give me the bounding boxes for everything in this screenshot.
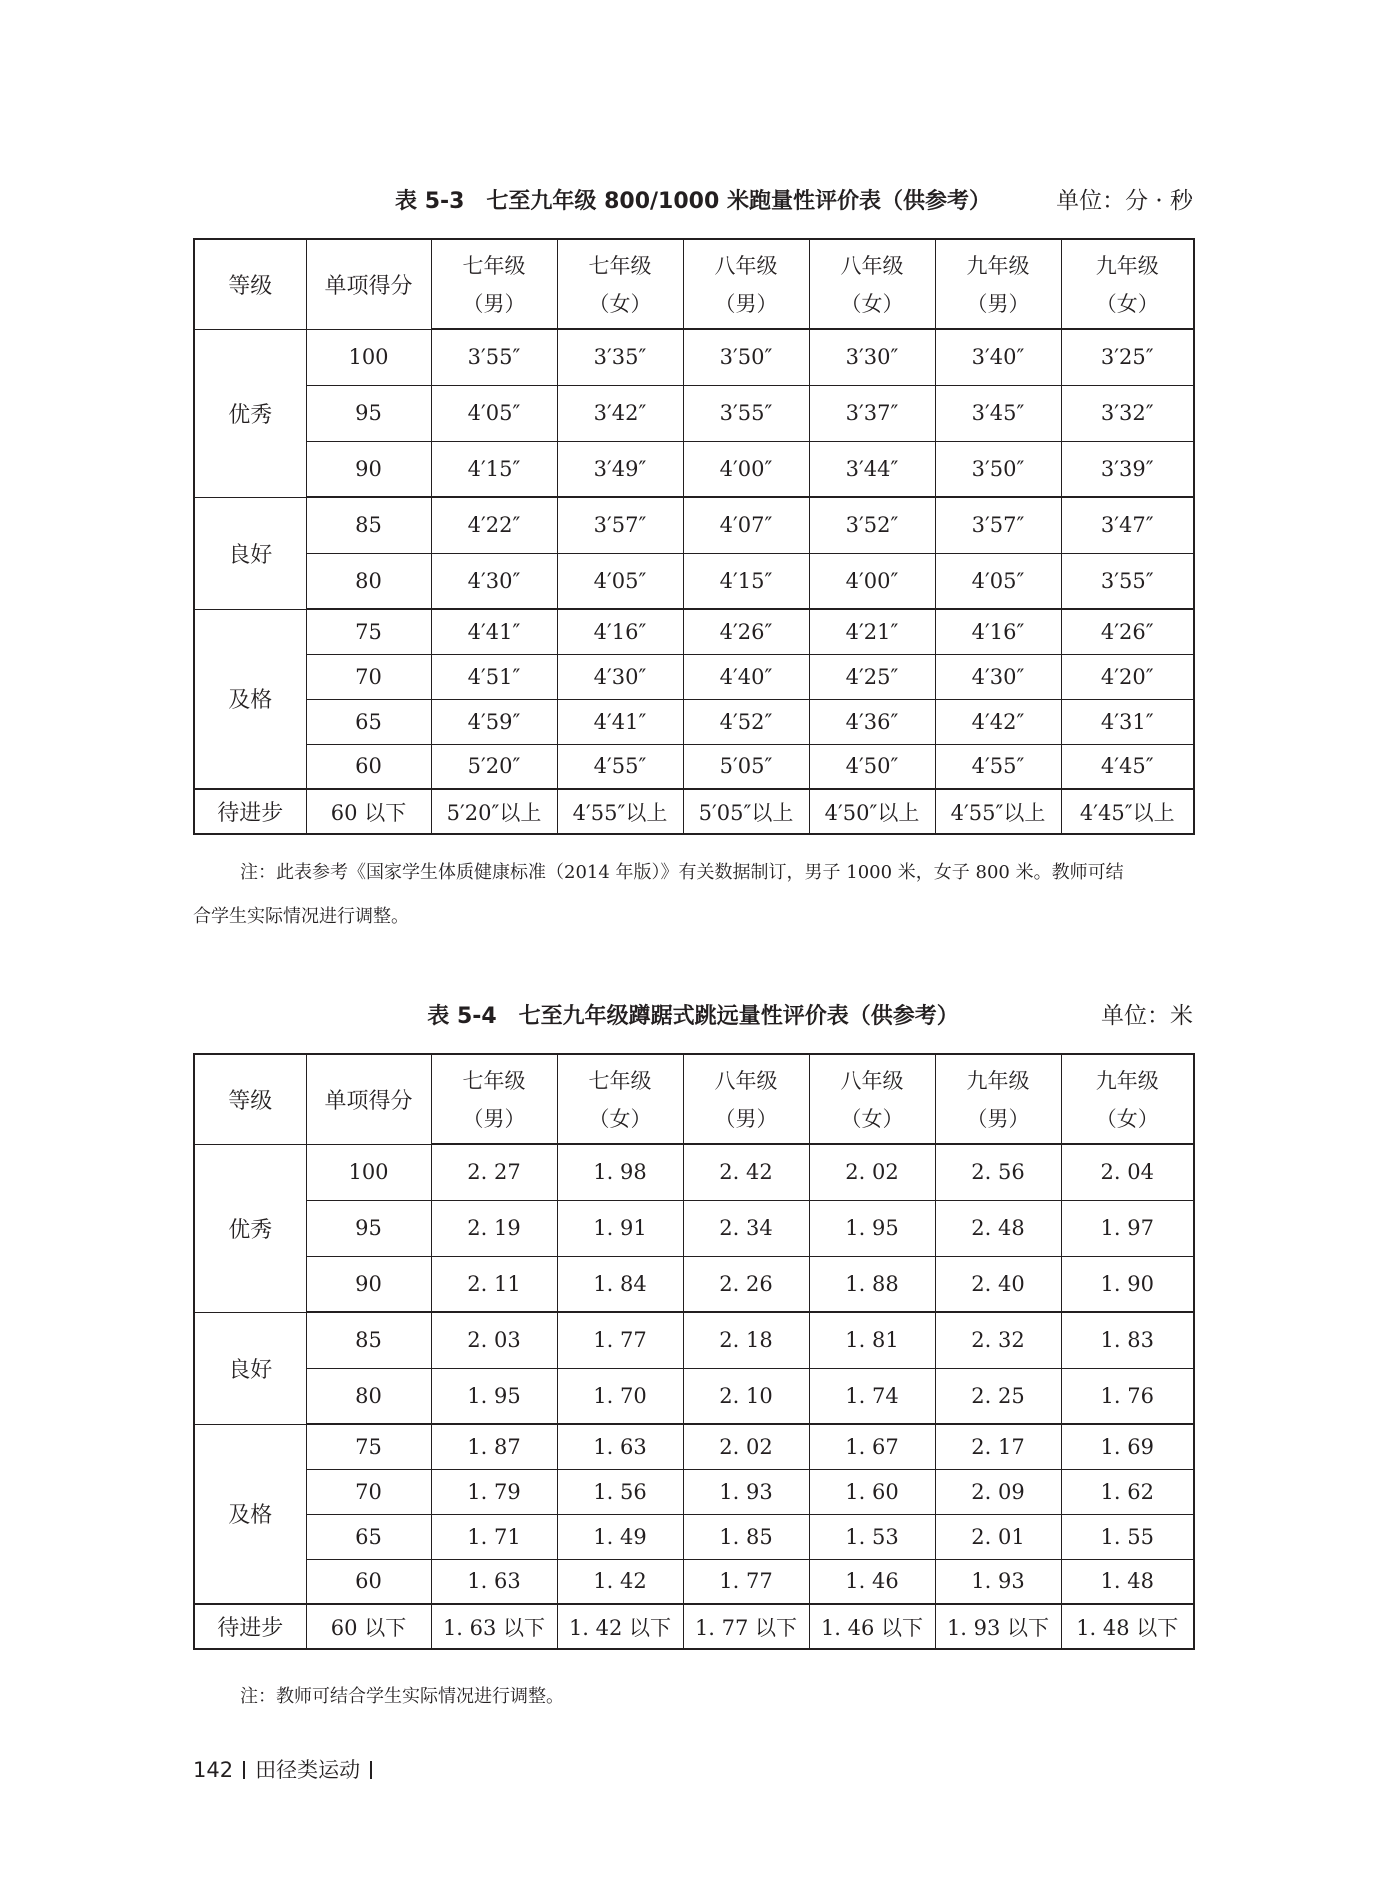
value-cell: 4′22″ bbox=[431, 497, 557, 553]
score-cell: 95 bbox=[306, 385, 431, 441]
value-cell: 5′20″以上 bbox=[431, 789, 557, 834]
value-cell: 2. 27 bbox=[431, 1144, 557, 1200]
value-cell: 4′07″ bbox=[683, 497, 809, 553]
score-cell: 95 bbox=[306, 1200, 431, 1256]
value-cell: 3′55″ bbox=[683, 385, 809, 441]
chapter-name: 田径类运动 bbox=[255, 1758, 361, 1782]
header-col-grade: 八年级 bbox=[809, 1054, 935, 1099]
value-cell: 4′16″ bbox=[557, 609, 683, 654]
header-col-gender: （女） bbox=[557, 284, 683, 329]
table-row bbox=[194, 1312, 1194, 1368]
value-cell: 4′55″ bbox=[557, 744, 683, 789]
value-cell: 4′15″ bbox=[431, 441, 557, 497]
value-cell: 4′55″以上 bbox=[935, 789, 1061, 834]
header-col-gender: （女） bbox=[809, 284, 935, 329]
score-cell: 80 bbox=[306, 553, 431, 609]
value-cell: 3′45″ bbox=[935, 385, 1061, 441]
score-cell: 90 bbox=[306, 1256, 431, 1312]
header-row bbox=[194, 239, 1194, 284]
header-score: 单项得分 bbox=[306, 1054, 431, 1144]
table2 bbox=[193, 1053, 1195, 1650]
grade-cell: 及格 bbox=[194, 609, 306, 789]
value-cell: 1. 95 bbox=[431, 1368, 557, 1424]
value-cell: 1. 98 bbox=[557, 1144, 683, 1200]
value-cell: 1. 91 bbox=[557, 1200, 683, 1256]
value-cell: 1. 67 bbox=[809, 1424, 935, 1469]
footer-separator bbox=[370, 1761, 372, 1779]
value-cell: 5′05″以上 bbox=[683, 789, 809, 834]
value-cell: 4′41″ bbox=[431, 609, 557, 654]
value-cell: 3′39″ bbox=[1061, 441, 1194, 497]
value-cell: 1. 70 bbox=[557, 1368, 683, 1424]
value-cell: 3′52″ bbox=[809, 497, 935, 553]
value-cell: 2. 42 bbox=[683, 1144, 809, 1200]
table-row bbox=[194, 1559, 1194, 1604]
score-cell: 75 bbox=[306, 1424, 431, 1469]
value-cell: 1. 74 bbox=[809, 1368, 935, 1424]
value-cell: 1. 62 bbox=[1061, 1469, 1194, 1514]
header-grade: 等级 bbox=[194, 239, 306, 329]
header-grade: 等级 bbox=[194, 1054, 306, 1144]
score-cell: 60 以下 bbox=[306, 789, 431, 834]
table-row bbox=[194, 1469, 1194, 1514]
header-col-grade: 九年级 bbox=[935, 239, 1061, 284]
value-cell: 3′37″ bbox=[809, 385, 935, 441]
value-cell: 5′05″ bbox=[683, 744, 809, 789]
value-cell: 4′51″ bbox=[431, 654, 557, 699]
value-cell: 2. 09 bbox=[935, 1469, 1061, 1514]
value-cell: 1. 93 bbox=[935, 1559, 1061, 1604]
value-cell: 2. 02 bbox=[683, 1424, 809, 1469]
value-cell: 1. 79 bbox=[431, 1469, 557, 1514]
value-cell: 1. 85 bbox=[683, 1514, 809, 1559]
value-cell: 2. 48 bbox=[935, 1200, 1061, 1256]
value-cell: 4′30″ bbox=[557, 654, 683, 699]
value-cell: 4′20″ bbox=[1061, 654, 1194, 699]
value-cell: 2. 11 bbox=[431, 1256, 557, 1312]
table-row bbox=[194, 553, 1194, 609]
value-cell: 4′16″ bbox=[935, 609, 1061, 654]
value-cell: 2. 34 bbox=[683, 1200, 809, 1256]
value-cell: 1. 56 bbox=[557, 1469, 683, 1514]
header-col-gender: （女） bbox=[1061, 284, 1194, 329]
value-cell: 1. 88 bbox=[809, 1256, 935, 1312]
table-row bbox=[194, 1256, 1194, 1312]
value-cell: 2. 17 bbox=[935, 1424, 1061, 1469]
value-cell: 4′21″ bbox=[809, 609, 935, 654]
value-cell: 1. 46 以下 bbox=[809, 1604, 935, 1649]
value-cell: 1. 76 bbox=[1061, 1368, 1194, 1424]
value-cell: 2. 40 bbox=[935, 1256, 1061, 1312]
value-cell: 1. 77 以下 bbox=[683, 1604, 809, 1649]
value-cell: 1. 46 bbox=[809, 1559, 935, 1604]
value-cell: 1. 71 bbox=[431, 1514, 557, 1559]
value-cell: 1. 63 以下 bbox=[431, 1604, 557, 1649]
header-col-grade: 七年级 bbox=[557, 239, 683, 284]
value-cell: 4′45″以上 bbox=[1061, 789, 1194, 834]
value-cell: 4′05″ bbox=[431, 385, 557, 441]
score-cell: 100 bbox=[306, 329, 431, 385]
value-cell: 1. 60 bbox=[809, 1469, 935, 1514]
value-cell: 4′40″ bbox=[683, 654, 809, 699]
value-cell: 4′50″以上 bbox=[809, 789, 935, 834]
value-cell: 2. 02 bbox=[809, 1144, 935, 1200]
header-col-gender: （女） bbox=[557, 1099, 683, 1144]
value-cell: 4′52″ bbox=[683, 699, 809, 744]
value-cell: 4′36″ bbox=[809, 699, 935, 744]
table-row bbox=[194, 654, 1194, 699]
value-cell: 1. 83 bbox=[1061, 1312, 1194, 1368]
table-row bbox=[194, 497, 1194, 553]
score-cell: 60 bbox=[306, 1559, 431, 1604]
table-row bbox=[194, 744, 1194, 789]
value-cell: 1. 95 bbox=[809, 1200, 935, 1256]
header-col-grade: 七年级 bbox=[557, 1054, 683, 1099]
header-score: 单项得分 bbox=[306, 239, 431, 329]
value-cell: 4′05″ bbox=[935, 553, 1061, 609]
header-col-grade: 七年级 bbox=[431, 239, 557, 284]
score-cell: 60 bbox=[306, 744, 431, 789]
value-cell: 4′42″ bbox=[935, 699, 1061, 744]
value-cell: 3′25″ bbox=[1061, 329, 1194, 385]
table-row-improve bbox=[194, 1604, 1194, 1649]
value-cell: 3′55″ bbox=[1061, 553, 1194, 609]
header-col-gender: （男） bbox=[935, 1099, 1061, 1144]
grade-cell: 良好 bbox=[194, 1312, 306, 1424]
value-cell: 4′25″ bbox=[809, 654, 935, 699]
value-cell: 4′30″ bbox=[935, 654, 1061, 699]
value-cell: 4′15″ bbox=[683, 553, 809, 609]
table2-caption bbox=[193, 993, 1193, 1033]
table-row bbox=[194, 329, 1194, 385]
value-cell: 1. 93 以下 bbox=[935, 1604, 1061, 1649]
header-col-grade: 九年级 bbox=[935, 1054, 1061, 1099]
value-cell: 1. 49 bbox=[557, 1514, 683, 1559]
score-cell: 65 bbox=[306, 699, 431, 744]
table1-body bbox=[194, 239, 1194, 834]
table2-title: 表 5-4 七至九年级蹲踞式跳远量性评价表（供参考） bbox=[427, 1004, 959, 1029]
header-col-gender: （男） bbox=[683, 1099, 809, 1144]
value-cell: 3′44″ bbox=[809, 441, 935, 497]
score-cell: 85 bbox=[306, 497, 431, 553]
value-cell: 1. 97 bbox=[1061, 1200, 1194, 1256]
value-cell: 4′05″ bbox=[557, 553, 683, 609]
header-col-grade: 八年级 bbox=[683, 1054, 809, 1099]
table-row bbox=[194, 385, 1194, 441]
value-cell: 3′55″ bbox=[431, 329, 557, 385]
table2-note-line1: 注：教师可结合学生实际情况进行调整。 bbox=[240, 1686, 564, 1707]
value-cell: 1. 42 bbox=[557, 1559, 683, 1604]
header-col-grade: 九年级 bbox=[1061, 1054, 1194, 1099]
header-col-gender: （男） bbox=[431, 284, 557, 329]
value-cell: 3′40″ bbox=[935, 329, 1061, 385]
score-cell: 75 bbox=[306, 609, 431, 654]
value-cell: 1. 63 bbox=[557, 1424, 683, 1469]
score-cell: 85 bbox=[306, 1312, 431, 1368]
value-cell: 2. 03 bbox=[431, 1312, 557, 1368]
table-row bbox=[194, 1514, 1194, 1559]
page-number: 142 bbox=[193, 1758, 234, 1782]
value-cell: 1. 53 bbox=[809, 1514, 935, 1559]
table-row bbox=[194, 1144, 1194, 1200]
table-row bbox=[194, 609, 1194, 654]
table2-unit: 单位：米 bbox=[1101, 1003, 1193, 1029]
value-cell: 1. 69 bbox=[1061, 1424, 1194, 1469]
page-footer bbox=[193, 1754, 382, 1784]
value-cell: 5′20″ bbox=[431, 744, 557, 789]
value-cell: 1. 93 bbox=[683, 1469, 809, 1514]
table-row bbox=[194, 699, 1194, 744]
value-cell: 1. 48 bbox=[1061, 1559, 1194, 1604]
table-row bbox=[194, 1368, 1194, 1424]
table1-note-line2: 合学生实际情况进行调整。 bbox=[193, 906, 409, 927]
value-cell: 1. 81 bbox=[809, 1312, 935, 1368]
table1 bbox=[193, 238, 1195, 835]
grade-cell: 及格 bbox=[194, 1424, 306, 1604]
header-row bbox=[194, 1054, 1194, 1099]
header-col-gender: （男） bbox=[935, 284, 1061, 329]
value-cell: 2. 01 bbox=[935, 1514, 1061, 1559]
value-cell: 4′00″ bbox=[683, 441, 809, 497]
table2-body bbox=[194, 1054, 1194, 1649]
value-cell: 1. 63 bbox=[431, 1559, 557, 1604]
header-col-gender: （男） bbox=[683, 284, 809, 329]
value-cell: 4′26″ bbox=[1061, 609, 1194, 654]
value-cell: 3′57″ bbox=[935, 497, 1061, 553]
header-col-gender: （男） bbox=[431, 1099, 557, 1144]
table1-title: 表 5-3 七至九年级 800/1000 米跑量性评价表（供参考） bbox=[395, 189, 991, 214]
value-cell: 1. 48 以下 bbox=[1061, 1604, 1194, 1649]
value-cell: 1. 84 bbox=[557, 1256, 683, 1312]
value-cell: 3′57″ bbox=[557, 497, 683, 553]
value-cell: 1. 77 bbox=[557, 1312, 683, 1368]
value-cell: 4′00″ bbox=[809, 553, 935, 609]
header-col-grade: 八年级 bbox=[683, 239, 809, 284]
value-cell: 2. 04 bbox=[1061, 1144, 1194, 1200]
value-cell: 4′55″以上 bbox=[557, 789, 683, 834]
value-cell: 3′32″ bbox=[1061, 385, 1194, 441]
value-cell: 2. 18 bbox=[683, 1312, 809, 1368]
grade-cell: 待进步 bbox=[194, 1604, 306, 1649]
grade-cell: 优秀 bbox=[194, 1144, 306, 1312]
value-cell: 1. 42 以下 bbox=[557, 1604, 683, 1649]
value-cell: 1. 90 bbox=[1061, 1256, 1194, 1312]
score-cell: 70 bbox=[306, 654, 431, 699]
score-cell: 90 bbox=[306, 441, 431, 497]
value-cell: 3′42″ bbox=[557, 385, 683, 441]
score-cell: 100 bbox=[306, 1144, 431, 1200]
footer-separator bbox=[243, 1761, 245, 1779]
value-cell: 4′41″ bbox=[557, 699, 683, 744]
table-row bbox=[194, 1424, 1194, 1469]
value-cell: 4′59″ bbox=[431, 699, 557, 744]
header-col-grade: 九年级 bbox=[1061, 239, 1194, 284]
value-cell: 2. 10 bbox=[683, 1368, 809, 1424]
value-cell: 4′45″ bbox=[1061, 744, 1194, 789]
value-cell: 3′50″ bbox=[683, 329, 809, 385]
value-cell: 2. 56 bbox=[935, 1144, 1061, 1200]
value-cell: 1. 55 bbox=[1061, 1514, 1194, 1559]
score-cell: 80 bbox=[306, 1368, 431, 1424]
value-cell: 1. 87 bbox=[431, 1424, 557, 1469]
value-cell: 3′47″ bbox=[1061, 497, 1194, 553]
value-cell: 4′30″ bbox=[431, 553, 557, 609]
table1-unit: 单位：分 · 秒 bbox=[1056, 188, 1193, 214]
header-col-grade: 八年级 bbox=[809, 239, 935, 284]
table-row bbox=[194, 441, 1194, 497]
table-row-improve bbox=[194, 789, 1194, 834]
score-cell: 70 bbox=[306, 1469, 431, 1514]
value-cell: 1. 77 bbox=[683, 1559, 809, 1604]
value-cell: 4′26″ bbox=[683, 609, 809, 654]
value-cell: 3′35″ bbox=[557, 329, 683, 385]
header-col-grade: 七年级 bbox=[431, 1054, 557, 1099]
grade-cell: 待进步 bbox=[194, 789, 306, 834]
value-cell: 2. 26 bbox=[683, 1256, 809, 1312]
value-cell: 4′55″ bbox=[935, 744, 1061, 789]
header-col-gender: （女） bbox=[1061, 1099, 1194, 1144]
value-cell: 4′50″ bbox=[809, 744, 935, 789]
value-cell: 2. 25 bbox=[935, 1368, 1061, 1424]
table1-caption bbox=[193, 178, 1193, 218]
header-col-gender: （女） bbox=[809, 1099, 935, 1144]
table1-note-line1: 注：此表参考《国家学生体质健康标准（2014 年版）》有关数据制订，男子 1000 米，女子 800 米。教师可结 bbox=[240, 862, 1124, 883]
score-cell: 60 以下 bbox=[306, 1604, 431, 1649]
score-cell: 65 bbox=[306, 1514, 431, 1559]
grade-cell: 良好 bbox=[194, 497, 306, 609]
value-cell: 2. 19 bbox=[431, 1200, 557, 1256]
table-row bbox=[194, 1200, 1194, 1256]
value-cell: 4′31″ bbox=[1061, 699, 1194, 744]
value-cell: 3′50″ bbox=[935, 441, 1061, 497]
value-cell: 2. 32 bbox=[935, 1312, 1061, 1368]
grade-cell: 优秀 bbox=[194, 329, 306, 497]
value-cell: 3′49″ bbox=[557, 441, 683, 497]
value-cell: 3′30″ bbox=[809, 329, 935, 385]
